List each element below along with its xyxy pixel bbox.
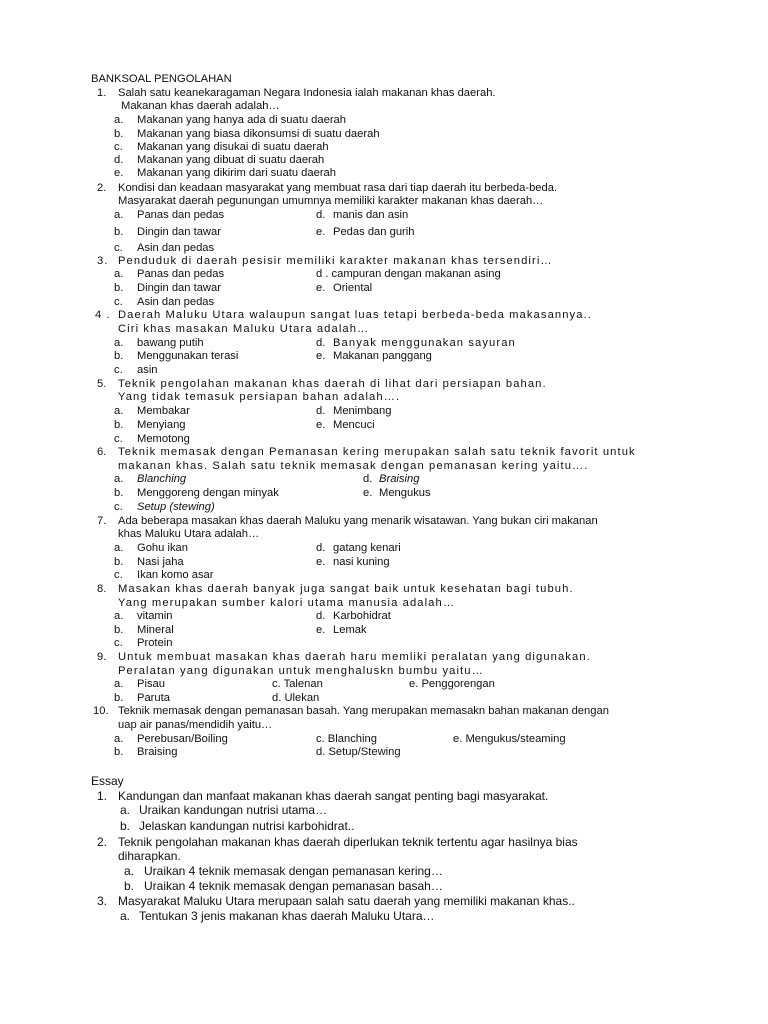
q2-option-c: Asin dan pedas	[137, 242, 215, 254]
q10-stem-line2: uap air panas/mendidih yaitu…	[118, 719, 273, 731]
q7-option-e: nasi kuning	[333, 556, 390, 568]
q6-option-a-label: a.	[114, 473, 124, 485]
essay-heading: Essay	[91, 774, 124, 788]
q9-option-d: d. Ulekan	[272, 692, 320, 704]
q10-option-d: d. Setup/Stewing	[316, 746, 401, 758]
q2-option-d: manis dan asin	[333, 209, 409, 221]
q4-number: 4 .	[95, 309, 111, 321]
q3-option-c-label: c.	[114, 296, 123, 308]
q4-option-a: bawang putih	[137, 337, 204, 349]
q3-option-e-label: e.	[316, 282, 326, 294]
q6-option-d: Braising	[379, 473, 420, 485]
q5-option-b-label: b.	[114, 419, 124, 431]
q3-option-b-label: b.	[114, 282, 124, 294]
q8-stem-line2: Yang merupakan sumber kalori utama manusia adalah…	[118, 597, 456, 609]
q5-stem-line1: Teknik pengolahan makanan khas daerah di lihat dari persiapan bahan.	[118, 378, 547, 390]
q9-option-e: e. Penggorengan	[409, 678, 495, 690]
essay-1-b: Jelaskan kandungan nutrisi karbohidrat..	[139, 819, 355, 833]
q1-option-c-label: c.	[114, 141, 123, 153]
q8-option-a: vitamin	[137, 610, 173, 622]
q3-option-a-label: a.	[114, 268, 124, 280]
essay-2-stem-line1: Teknik pengolahan makanan khas daerah diperlukan teknik tertentu agar hasilnya bias	[118, 835, 578, 849]
q2-option-a: Panas dan pedas	[137, 209, 225, 221]
q2-stem-line1: Kondisi dan keadaan masyarakat yang membuat rasa dari tiap daerah itu berbeda-beda.	[118, 182, 558, 194]
q5-option-c: Memotong	[137, 433, 190, 445]
essay-1-stem: Kandungan dan manfaat makanan khas daerah sangat penting bagi masyarakat.	[118, 789, 549, 803]
q7-option-d: gatang kenari	[333, 542, 401, 554]
document-title: BANKSOAL PENGOLAHAN	[91, 73, 232, 85]
q7-option-a-label: a.	[114, 542, 124, 554]
q6-number: 6.	[97, 446, 107, 458]
q9-option-b-label: b.	[114, 692, 124, 704]
q1-option-c: Makanan yang disukai di suatu daerah	[137, 141, 329, 153]
essay-1-number: 1.	[97, 789, 108, 803]
q10-option-a-label: a.	[114, 733, 124, 745]
q3-option-a: Panas dan pedas	[137, 268, 225, 280]
q5-option-d-label: d.	[316, 405, 326, 417]
essay-2-number: 2.	[97, 835, 108, 849]
q3-option-e: Oriental	[333, 282, 373, 294]
q10-option-a: Perebusan/Boiling	[137, 733, 228, 745]
q1-stem-line1: Salah satu keanekaragaman Negara Indonesia ialah makanan khas daerah.	[118, 87, 496, 99]
q4-option-d-label: d.	[316, 337, 326, 349]
q1-number: 1.	[97, 87, 107, 99]
q8-option-b-label: b.	[114, 624, 124, 636]
q10-option-b: Braising	[137, 746, 178, 758]
q1-option-b: Makanan yang biasa dikonsumsi di suatu daerah	[137, 128, 380, 140]
q10-option-b-label: b.	[114, 746, 124, 758]
q2-option-b-label: b.	[114, 226, 124, 238]
q5-option-d: Menimbang	[333, 405, 392, 417]
q4-stem-line1: Daerah Maluku Utara walaupun sangat luas tetapi berbeda-beda makasannya..	[118, 309, 592, 321]
q9-option-a: Pisau	[137, 678, 165, 690]
q9-option-c: c. Talenan	[272, 678, 323, 690]
essay-2-a-label: a.	[124, 864, 135, 878]
q5-option-a-label: a.	[114, 405, 124, 417]
essay-3-stem: Masyarakat Maluku Utara merupaan salah satu daerah yang memiliki makanan khas..	[118, 894, 575, 908]
essay-3-number: 3.	[97, 894, 108, 908]
q7-option-a: Gohu ikan	[137, 542, 188, 554]
q4-option-d: Banyak menggunakan sayuran	[333, 337, 516, 349]
q8-option-e-label: e.	[316, 624, 326, 636]
q4-option-c-label: c.	[114, 364, 123, 376]
q7-number: 7.	[97, 515, 107, 527]
q3-stem-line1: Penduduk di daerah pesisir memiliki karakter makanan khas tersendiri…	[118, 255, 553, 267]
q10-option-e: e. Mengukus/steaming	[453, 733, 566, 745]
q6-option-c-label: c.	[114, 501, 123, 513]
q6-stem-line2: makanan khas. Salah satu teknik memasak dengan pemanasan kering yaitu….	[118, 460, 589, 472]
q5-option-c-label: c.	[114, 433, 123, 445]
q2-number: 2.	[97, 182, 107, 194]
essay-2-stem-line2: diharapkan.	[118, 849, 181, 863]
q2-option-a-label: a.	[114, 209, 124, 221]
q2-option-d-label: d.	[316, 209, 326, 221]
essay-1-a-label: a.	[120, 803, 131, 817]
q8-option-a-label: a.	[114, 610, 124, 622]
essay-1-b-label: b.	[120, 819, 131, 833]
q1-option-e: Makanan yang dikirim dari suatu daerah	[137, 167, 336, 179]
q2-option-e-label: e.	[316, 226, 326, 238]
q6-option-e-label: e.	[363, 487, 373, 499]
q7-option-e-label: e.	[316, 556, 326, 568]
q7-option-c: Ikan komo asar	[137, 569, 214, 581]
q4-option-a-label: a.	[114, 337, 124, 349]
q4-stem-line2: Ciri khas masakan Maluku Utara adalah…	[118, 323, 370, 335]
q6-option-b: Menggoreng dengan minyak	[137, 487, 279, 499]
q9-option-b: Paruta	[137, 692, 170, 704]
q4-option-b-label: b.	[114, 350, 124, 362]
q4-option-e-label: e.	[316, 350, 326, 362]
q6-option-d-label: d.	[363, 473, 373, 485]
q6-option-b-label: b.	[114, 487, 124, 499]
q1-option-a-label: a.	[114, 114, 124, 126]
q7-option-b: Nasi jaha	[137, 556, 184, 568]
q2-option-e: Pedas dan gurih	[333, 226, 415, 238]
q6-stem-line1: Teknik memasak dengan Pemanasan kering merupakan salah satu teknik favorit untuk	[118, 446, 636, 458]
q3-option-b: Dingin dan tawar	[137, 282, 221, 294]
q9-stem-line1: Untuk membuat masakan khas daerah haru memliki peralatan yang digunakan.	[118, 651, 591, 663]
q10-stem-line1: Teknik memasak dengan pemanasan basah. Yang merupakan memasakn bahan makanan dengan	[118, 705, 609, 717]
essay-2-a: Uraikan 4 teknik memasak dengan pemanasan kering…	[144, 864, 443, 878]
q5-option-b: Menyiang	[137, 419, 186, 431]
essay-3-a: Tentukan 3 jenis makanan khas daerah Maluku Utara…	[139, 909, 435, 923]
q7-option-d-label: d.	[316, 542, 326, 554]
q10-number: 10.	[93, 705, 109, 717]
q6-option-c: Setup (stewing)	[137, 501, 215, 513]
q3-number: 3.	[97, 255, 109, 267]
q1-option-e-label: e.	[114, 167, 124, 179]
q2-option-c-label: c.	[114, 242, 123, 254]
q7-option-b-label: b.	[114, 556, 124, 568]
q5-option-a: Membakar	[137, 405, 190, 417]
essay-1-a: Uraikan kandungan nutrisi utama…	[139, 803, 328, 817]
essay-2-b-label: b.	[124, 879, 135, 893]
q7-stem-line1: Ada beberapa masakan khas daerah Maluku yang menarik wisatawan. Yang bukan ciri makanan	[118, 515, 598, 527]
q1-option-a: Makanan yang hanya ada di suatu daerah	[137, 114, 346, 126]
q8-option-d-label: d.	[316, 610, 326, 622]
essay-3-a-label: a.	[120, 909, 131, 923]
q1-option-d-label: d.	[114, 154, 124, 166]
q9-option-a-label: a.	[114, 678, 124, 690]
q8-option-c: Protein	[137, 637, 173, 649]
q5-option-e-label: e.	[316, 419, 326, 431]
q5-option-e: Mencuci	[333, 419, 375, 431]
q4-option-e: Makanan panggang	[333, 350, 432, 362]
essay-2-b: Uraikan 4 teknik memasak dengan pemanasan basah…	[144, 879, 443, 893]
q6-option-a: Blanching	[137, 473, 187, 485]
q8-option-e: Lemak	[333, 624, 367, 636]
q7-stem-line2: khas Maluku Utara adalah…	[118, 528, 260, 540]
q1-option-b-label: b.	[114, 128, 124, 140]
q6-option-e: Mengukus	[379, 487, 431, 499]
q5-number: 5.	[97, 378, 107, 390]
q4-option-b: Menggunakan terasi	[137, 350, 239, 362]
q8-stem-line1: Masakan khas daerah banyak juga sangat baik untuk kesehatan bagi tubuh.	[118, 583, 574, 595]
q8-option-b: Mineral	[137, 624, 174, 636]
q9-number: 9.	[97, 651, 107, 663]
q7-option-c-label: c.	[114, 569, 123, 581]
q1-option-d: Makanan yang dibuat di suatu daerah	[137, 154, 325, 166]
q8-number: 8.	[97, 583, 107, 595]
q4-option-c: asin	[137, 364, 158, 376]
q10-option-c: c. Blanching	[316, 733, 377, 745]
q8-option-c-label: c.	[114, 637, 123, 649]
q2-option-b: Dingin dan tawar	[137, 226, 221, 238]
q3-option-c: Asin dan pedas	[137, 296, 215, 308]
q9-stem-line2: Peralatan yang digunakan untuk menghaluskn bumbu yaitu…	[118, 665, 484, 677]
q5-stem-line2: Yang tidak temasuk persiapan bahan adalah….	[118, 391, 401, 403]
q2-stem-line2: Masyarakat daerah pegunungan umumnya memiliki karakter makanan khas daerah…	[118, 195, 544, 207]
q1-stem-line2: Makanan khas daerah adalah…	[121, 100, 280, 112]
q8-option-d: Karbohidrat	[333, 610, 391, 622]
q3-option-d: d . campuran dengan makanan asing	[316, 268, 501, 280]
